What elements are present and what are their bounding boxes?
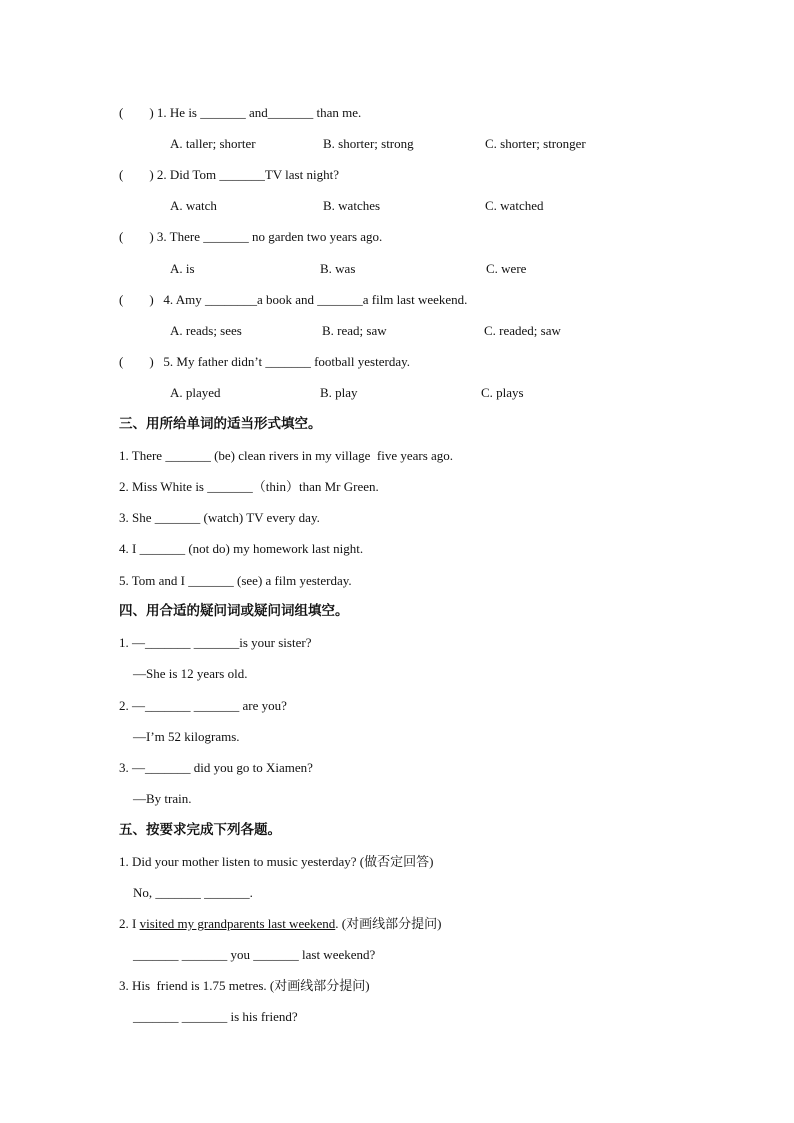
mc-stem-1: ( ) 1. He is _______ and_______ than me.	[119, 105, 362, 120]
section-3-title: 三、用所给单词的适当形式填空。	[119, 416, 322, 432]
mc-stem-2: ( ) 2. Did Tom _______TV last night?	[119, 167, 339, 182]
mc-stem-5: ( ) 5. My father didn’t _______ football yesterday.	[119, 354, 410, 369]
sec5-question-3: 3. His friend is 1.75 metres. (对画线部分提问)	[119, 978, 370, 993]
mc-option-2b: B. watches	[323, 198, 381, 213]
sec5-answer-1: No, _______ _______.	[133, 885, 253, 900]
mc-option-4c: C. readed; saw	[484, 323, 561, 338]
mc-option-2a: A. watch	[170, 198, 217, 213]
sec5-question-2	[119, 916, 441, 932]
mc-option-2c: C. watched	[485, 198, 544, 213]
sec5-q2-suffix: . (对画线部分提问)	[335, 916, 442, 931]
sec4-question-3: 3. —_______ did you go to Xiamen?	[119, 760, 313, 775]
sec5-answer-2: _______ _______ you _______ last weekend?	[133, 947, 376, 962]
mc-option-3c: C. were	[486, 261, 527, 276]
mc-option-1c: C. shorter; stronger	[485, 136, 586, 151]
mc-stem-3: ( ) 3. There _______ no garden two years ago.	[119, 229, 383, 244]
sec4-question-1: 1. —_______ _______is your sister?	[119, 635, 312, 650]
mc-option-4b: B. read; saw	[322, 323, 387, 338]
sec5-q2-underlined: visited my grandparents last weekend	[139, 916, 336, 931]
mc-option-3b: B. was	[320, 261, 356, 276]
sec5-question-1: 1. Did your mother listen to music yesterday? (做否定回答)	[119, 854, 434, 869]
sec3-item-1: 1. There _______ (be) clean rivers in my village five years ago.	[119, 448, 454, 463]
mc-option-1a: A. taller; shorter	[170, 136, 256, 151]
mc-option-1b: B. shorter; strong	[323, 136, 414, 151]
sec4-answer-3: —By train.	[133, 791, 192, 806]
sec3-item-2: 2. Miss White is _______（thin）than Mr Green.	[119, 479, 379, 494]
sec3-item-5: 5. Tom and I _______ (see) a film yesterday.	[119, 573, 352, 588]
sec4-question-2: 2. —_______ _______ are you?	[119, 698, 287, 713]
sec3-item-3: 3. She _______ (watch) TV every day.	[119, 510, 320, 525]
mc-option-4a: A. reads; sees	[170, 323, 242, 338]
mc-option-5c: C. plays	[481, 385, 524, 400]
mc-option-3a: A. is	[170, 261, 195, 276]
section-5-title: 五、按要求完成下列各题。	[119, 822, 281, 838]
mc-option-5a: A. played	[170, 385, 221, 400]
sec4-answer-1: —She is 12 years old.	[133, 666, 248, 681]
mc-option-5b: B. play	[320, 385, 358, 400]
section-4-title: 四、用合适的疑问词或疑问词组填空。	[119, 603, 349, 619]
sec4-answer-2: —I’m 52 kilograms.	[133, 729, 240, 744]
mc-stem-4: ( ) 4. Amy ________a book and _______a film last weekend.	[119, 292, 468, 307]
sec5-answer-3: _______ _______ is his friend?	[133, 1009, 298, 1024]
sec5-q2-prefix: 2. I	[119, 916, 140, 931]
sec3-item-4: 4. I _______ (not do) my homework last night.	[119, 541, 364, 556]
